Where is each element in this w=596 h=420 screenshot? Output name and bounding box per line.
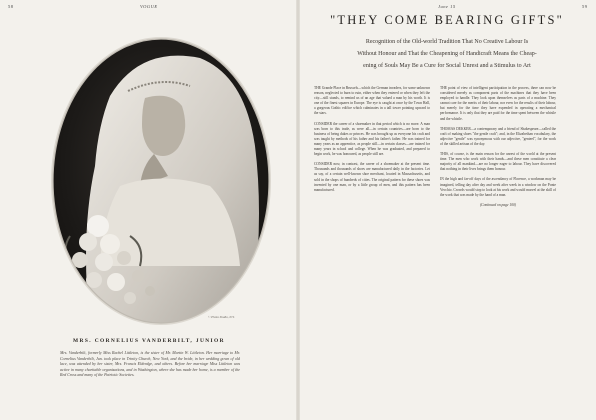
paragraph: THE point of view of intelligent participation in the process, there can now be considered merely as component parts of the machines that they have been employed to handle. They look upon themselves as parts of a machine. They cannot care for the merits of their labour, nor even for the results of their labour, but merely for the time they have expended in operating a mechanical performance. It is only that they are paid for the time spent between the whistle and the whistle. [440, 86, 556, 121]
right-page [298, 0, 596, 420]
deck-line: ening of Souls May Be a Cure for Social Unrest and a Stimulus to Art [363, 63, 531, 69]
bride-portrait-illustration [50, 36, 272, 326]
deck-line: Recognition of the Old-world Tradition That No Creative Labour Is [365, 39, 529, 45]
left-magazine-name: VOGUE [140, 4, 158, 9]
paragraph: CONSIDER now, in contrast, the career of a shoemaker at the present time. Thousands and thousands of shoes are manufactured daily in the factories. Let us say, of a certain well-known shoe merchant, located in Massachusetts, and sold in the shops of hundreds of cities. The original pattern for these shoes was invented by one man, or by a little group of men, and this pattern has been manufactured. [314, 162, 430, 192]
article-headline: "THEY COME BEARING GIFTS" [330, 13, 564, 27]
right-page-number: 59 [582, 4, 588, 9]
continued-note: (Continued on page 100) [479, 202, 517, 207]
article-column-right [440, 86, 556, 208]
deck-line: Without Honour and That the Cheapening of Handicraft Means the Cheap- [357, 51, 537, 57]
caption-title: MRS. CORNELIUS VANDERBILT, JUNIOR [73, 338, 225, 344]
article-deck [316, 36, 578, 72]
left-page-number: 58 [8, 4, 14, 9]
article-column-left [314, 86, 430, 198]
portrait-photo [50, 36, 272, 326]
paragraph: THOMAS DEKKER—a contemporary and a friend of Shakespeare—called the craft of making shoes "the gentle craft"; and, in the Elizabethan vocabulary, the adjective "gentle" was synonymous with our adjective, "genteel", for the work of the skilled artisan of the day. [440, 126, 556, 146]
paragraph: CONSIDER the career of a shoemaker in that period which is no more. A man was born to this trade, as were all—in certain countries—are born to the business of being dukes or princes. He was brought up as everyone his craft and was taught by methods of his father and his father's father. He was trained for many years as an apprentice, as people still—in certain classes—are trained for many years in school and college. When he was graduated, and prepared to begin work, he was honoured, as people still are. [314, 121, 430, 157]
paragraph: IN the high and far-off days of the ascendancy of Florence, a workman may be imagined, telling day after day and week after week in a window on the Ponte Vecchio. Crowds would stop to look at his work and would marvel at the skill of the work that was made by the hand of a man. [440, 177, 556, 197]
paragraph: THE Grande Place in Brussels—which the German invaders, for some unknown reason, neglected to burn to ruin, either when they entered or when they left the city—still stands, to remind us of an age that valued a man by his worth. It is one of the finest squares in Europe. The eye is caught at once by the Town Hall, a gorgeous Gothic edifice which culminates in a tall tower pointing upward to the stars. [314, 86, 430, 116]
photo-credit: © Photo Studio, N.Y. [208, 315, 235, 319]
paragraph: THIS, of course, is the main reason for the unrest of the world at the present time. The men who work with their hands—and these men constitute a clear majority of all mankind—are no longer eager to labour. They have discovered that nothing in their lives brings them honour. [440, 152, 556, 172]
right-magazine-date: June 15 [438, 4, 456, 9]
caption-body: Mrs. Vanderbilt, formerly Miss Rachel Littleton, is the sister of Mr. Martin W. Littleton. Her marriage to Mr. Cornelius Vanderbilt, Jun. took place in Trinity Church, New York, and the bride, in her wedding gown of old lace, was attended by her sister, Mrs. Francis Eldredge, and others. Before her marriage Miss Littleton was active in many charitable organizations, and in Washington, where she has made her home, is a member of the Red Cross and many of the Patriotic Societies. [60, 350, 240, 378]
